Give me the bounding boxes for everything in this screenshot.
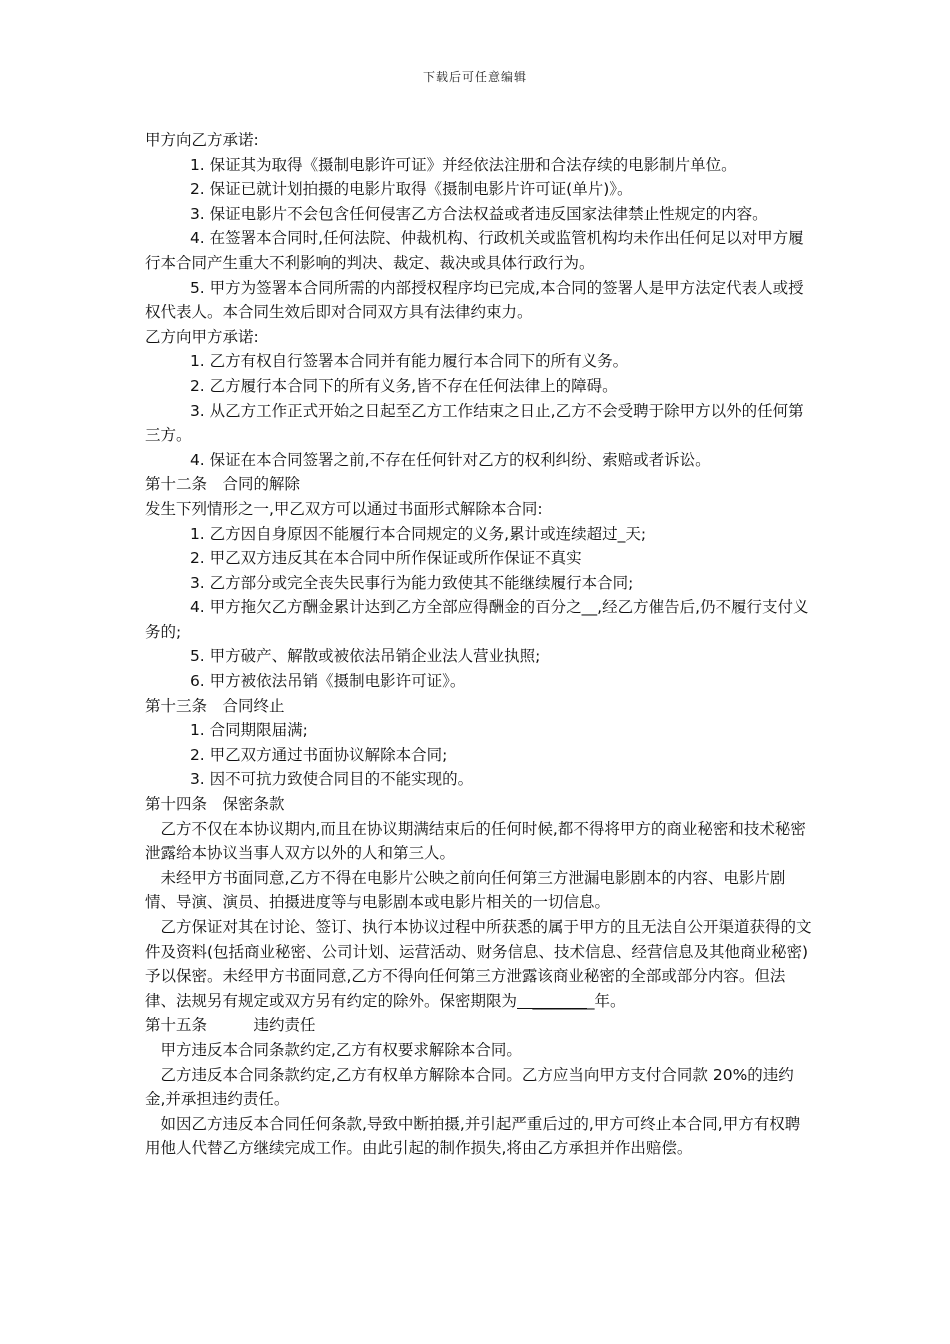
confidentiality-period-blank: _______: [517, 994, 587, 1009]
list-item: 1. 保证其为取得《摄制电影许可证》并经依法注册和合法存续的电影制片单位。: [189, 155, 737, 174]
article-12-title: 第十二条 合同的解除: [145, 475, 301, 494]
article-12-intro: 发生下列情形之一,甲乙双方可以通过书面形式解除本合同:: [145, 499, 543, 518]
list-item: 4. 保证在本合同签署之前,不存在任何针对乙方的权利纠纷、索赔或者诉讼。: [189, 450, 711, 469]
list-item: 4. 甲方拖欠乙方酬金累计达到乙方全部应得酬金的百分之__,经乙方催告后,仍不履行支付义务的;: [145, 598, 809, 641]
list-item: 3. 从乙方工作正式开始之日起至乙方工作结束之日止,乙方不会受聘于除甲方以外的任何第三方。: [145, 401, 804, 445]
section-title: 乙方向甲方承诺:: [145, 327, 259, 346]
list-item: 2. 乙方履行本合同下的所有义务,皆不存在任何法律上的障碍。: [189, 376, 618, 395]
page-header: 下载后可任意编辑: [422, 70, 527, 84]
paragraph: 未经甲方书面同意,乙方不得在电影片公映之前向任何第三方泄漏电影剧本的内容、电影片剧情、导演、演员、拍摄进度等与电影剧本或电影片相关的一切信息。: [145, 868, 786, 912]
list-item: 2. 甲乙双方违反其在本合同中所作保证或所作保证不真实: [189, 549, 582, 568]
article-14-title: 第十四条 保密条款: [145, 795, 285, 814]
list-item: 1. 乙方因自身原因不能履行本合同规定的义务,累计或连续超过_天;: [189, 524, 647, 543]
list-item: 2. 保证已就计划拍摄的电影片取得《摄制电影片许可证(单片)》。: [189, 180, 633, 199]
article-15-title: 第十五条 违约责任: [145, 1016, 316, 1035]
article-13-title: 第十三条 合同终止: [145, 696, 285, 715]
paragraph: 乙方不仅在本协议期内,而且在协议期满结束后的任何时候,都不得将甲方的商业秘密和技术秘密泄露给本协议当事人双方以外的人和第三人。: [145, 819, 806, 863]
list-item: 6. 甲方被依法吊销《摄制电影许可证》。: [189, 672, 466, 691]
list-item: 3. 因不可抗力致使合同目的不能实现的。: [189, 770, 474, 789]
section-title: 甲方向乙方承诺:: [145, 131, 259, 149]
paragraph-text: _年。: [586, 991, 626, 1010]
list-item: 2. 甲乙双方通过书面协议解除本合同;: [189, 745, 448, 764]
list-item: 1. 合同期限届满;: [189, 721, 308, 740]
paragraph: 甲方违反本合同条款约定,乙方有权要求解除本合同。: [160, 1040, 522, 1059]
paragraph: 乙方违反本合同条款约定,乙方有权单方解除本合同。乙方应当向甲方支付合同款 20%的违约金,并承担违约责任。: [145, 1065, 794, 1109]
paragraph: [145, 915, 813, 1013]
list-item: 4. 在签署本合同时,任何法院、仲裁机构、行政机关或监管机构均未作出任何足以对甲方履行本合同产生重大不利影响的判决、裁定、裁决或具体行政行为。: [145, 229, 804, 272]
list-item: 3. 保证电影片不会包含任何侵害乙方合法权益或者违反国家法律禁止性规定的内容。: [189, 204, 768, 223]
paragraph: 如因乙方违反本合同任何条款,导致中断拍摄,并引起严重后过的,甲方可终止本合同,甲方有权聘用他人代替乙方继续完成工作。由此引起的制作损失,将由乙方承担并作出赔偿。: [145, 1114, 801, 1158]
list-item: 1. 乙方有权自行签署本合同并有能力履行本合同下的所有义务。: [189, 352, 629, 371]
paragraph-text: 乙方保证对其在讨论、签订、执行本协议过程中所获悉的属于甲方的且无法自公开渠道获得的文件及资料(包括商业秘密、公司计划、运营活动、财务信息、技术信息、经营信息及其他商业秘密)予以保密。未经甲方书面同意,乙方不得向任何第三方泄露该商业秘密的全部或部分内容。但法律、法规另有规定或双方另有约定的除外。保密期限为: [145, 918, 812, 1010]
document-body: [145, 128, 813, 1161]
list-item: 3. 乙方部分或完全丧失民事行为能力致使其不能继续履行本合同;: [189, 573, 634, 592]
list-item: 5. 甲方破产、解散或被依法吊销企业法人营业执照;: [189, 647, 541, 666]
list-item: 5. 甲方为签署本合同所需的内部授权程序均已完成,本合同的签署人是甲方法定代表人或授权代表人。本合同生效后即对合同双方具有法律约束力。: [145, 278, 804, 322]
